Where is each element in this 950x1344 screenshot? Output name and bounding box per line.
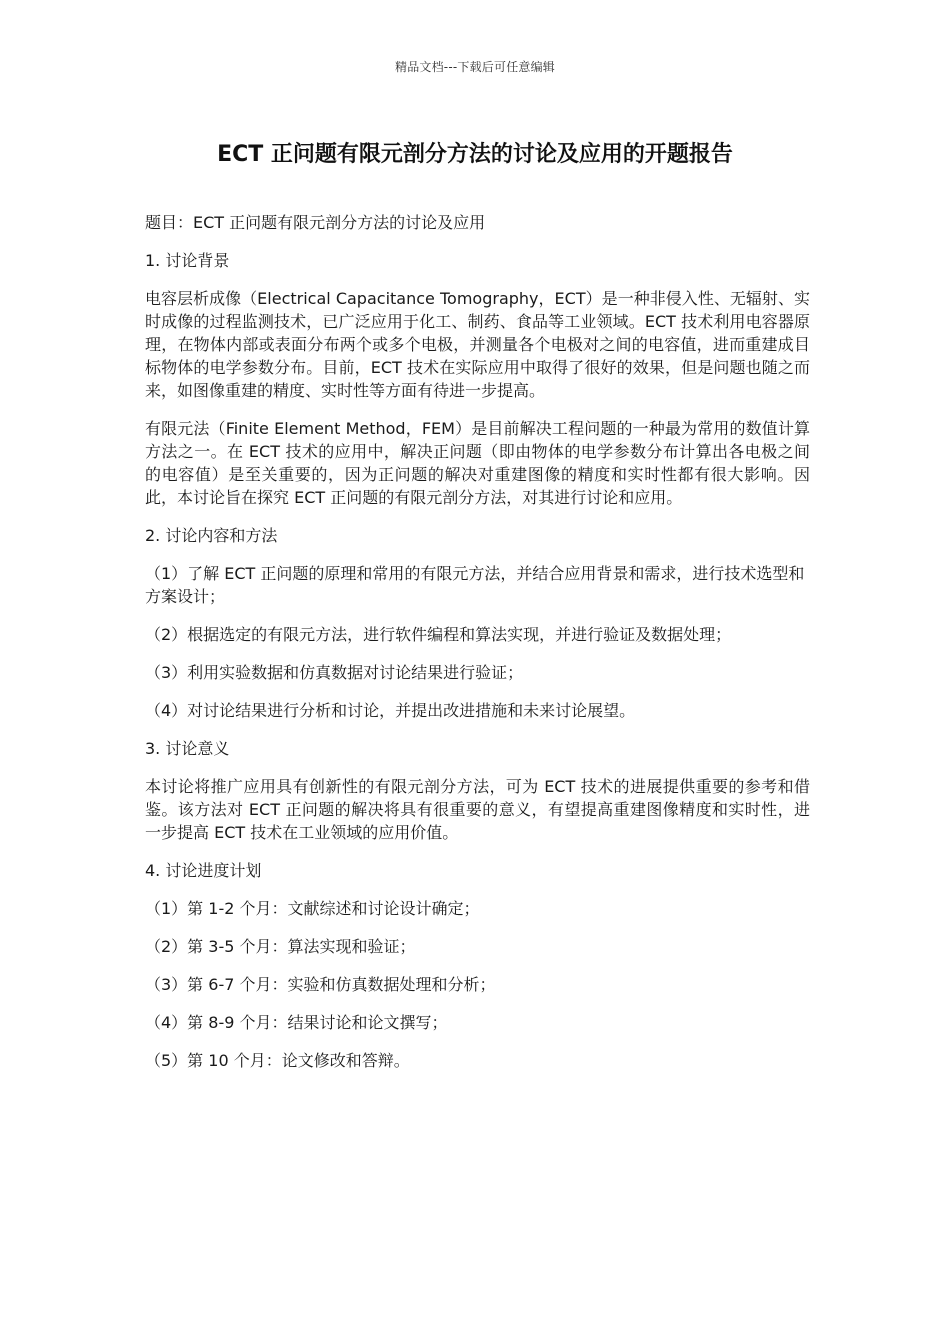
section-heading-content-methods: 2. 讨论内容和方法 [145,526,278,545]
schedule-item: （3）第 6-7 个月：实验和仿真数据处理和分析； [145,975,496,994]
background-paragraph-ect: 电容层析成像（Electrical Capacitance Tomography，ECT）是一种非侵入性、无辐射、实时成像的过程监测技术，已广泛应用于化工、制药、食品等工业领域。ECT 技术利用电容器原理，在物体内部或表面分布两个或多个电极，并测量各个电极对之间的电容值，进而重建成目标物体的电学参数分布。目前，ECT 技术在实际应用中取得了很好的效果，但是问题也随之而来，如图像重建的精度、实时性等方面有待进一步提高。 [145,289,810,400]
section-heading-schedule: 4. 讨论进度计划 [145,861,262,880]
method-item: （3）利用实验数据和仿真数据对讨论结果进行验证； [145,663,524,682]
method-item: （2）根据选定的有限元方法，进行软件编程和算法实现，并进行验证及数据处理； [145,625,732,644]
schedule-item: （5）第 10 个月：论文修改和答辩。 [145,1051,410,1070]
background-paragraph-fem: 有限元法（Finite Element Method，FEM）是目前解决工程问题的一种最为常用的数值计算方法之一。在 ECT 技术的应用中，解决正问题（即由物体的电学参数分布计算出各电极之间的电容值）是至关重要的，因为正问题的解决对重建图像的精度和实时性都有很大影响。因此，本讨论旨在探究 ECT 正问题的有限元剖分方法，对其进行讨论和应用。 [145,419,810,507]
header-note: 精品文档---下载后可任意编辑 [395,60,555,74]
significance-paragraph: 本讨论将推广应用具有创新性的有限元剖分方法，可为 ECT 技术的进展提供重要的参考和借鉴。该方法对 ECT 正问题的解决将具有很重要的意义，有望提高重建图像精度和实时性，进一步提高 ECT 技术在工业领域的应用价值。 [145,777,810,842]
section-heading-background: 1. 讨论背景 [145,251,230,270]
schedule-item: （4）第 8-9 个月：结果讨论和论文撰写； [145,1013,448,1032]
document-body [145,211,810,1087]
topic-line: 题目：ECT 正问题有限元剖分方法的讨论及应用 [145,213,486,232]
section-heading-significance: 3. 讨论意义 [145,739,230,758]
schedule-item: （1）第 1-2 个月：文献综述和讨论设计确定； [145,899,480,918]
method-item: （4）对讨论结果进行分析和讨论，并提出改进措施和未来讨论展望。 [145,701,636,720]
method-item: （1）了解 ECT 正问题的原理和常用的有限元方法，并结合应用背景和需求，进行技术选型和方案设计； [145,564,805,606]
document-title: ECT 正问题有限元剖分方法的讨论及应用的开题报告 [217,142,733,167]
schedule-item: （2）第 3-5 个月：算法实现和验证； [145,937,416,956]
